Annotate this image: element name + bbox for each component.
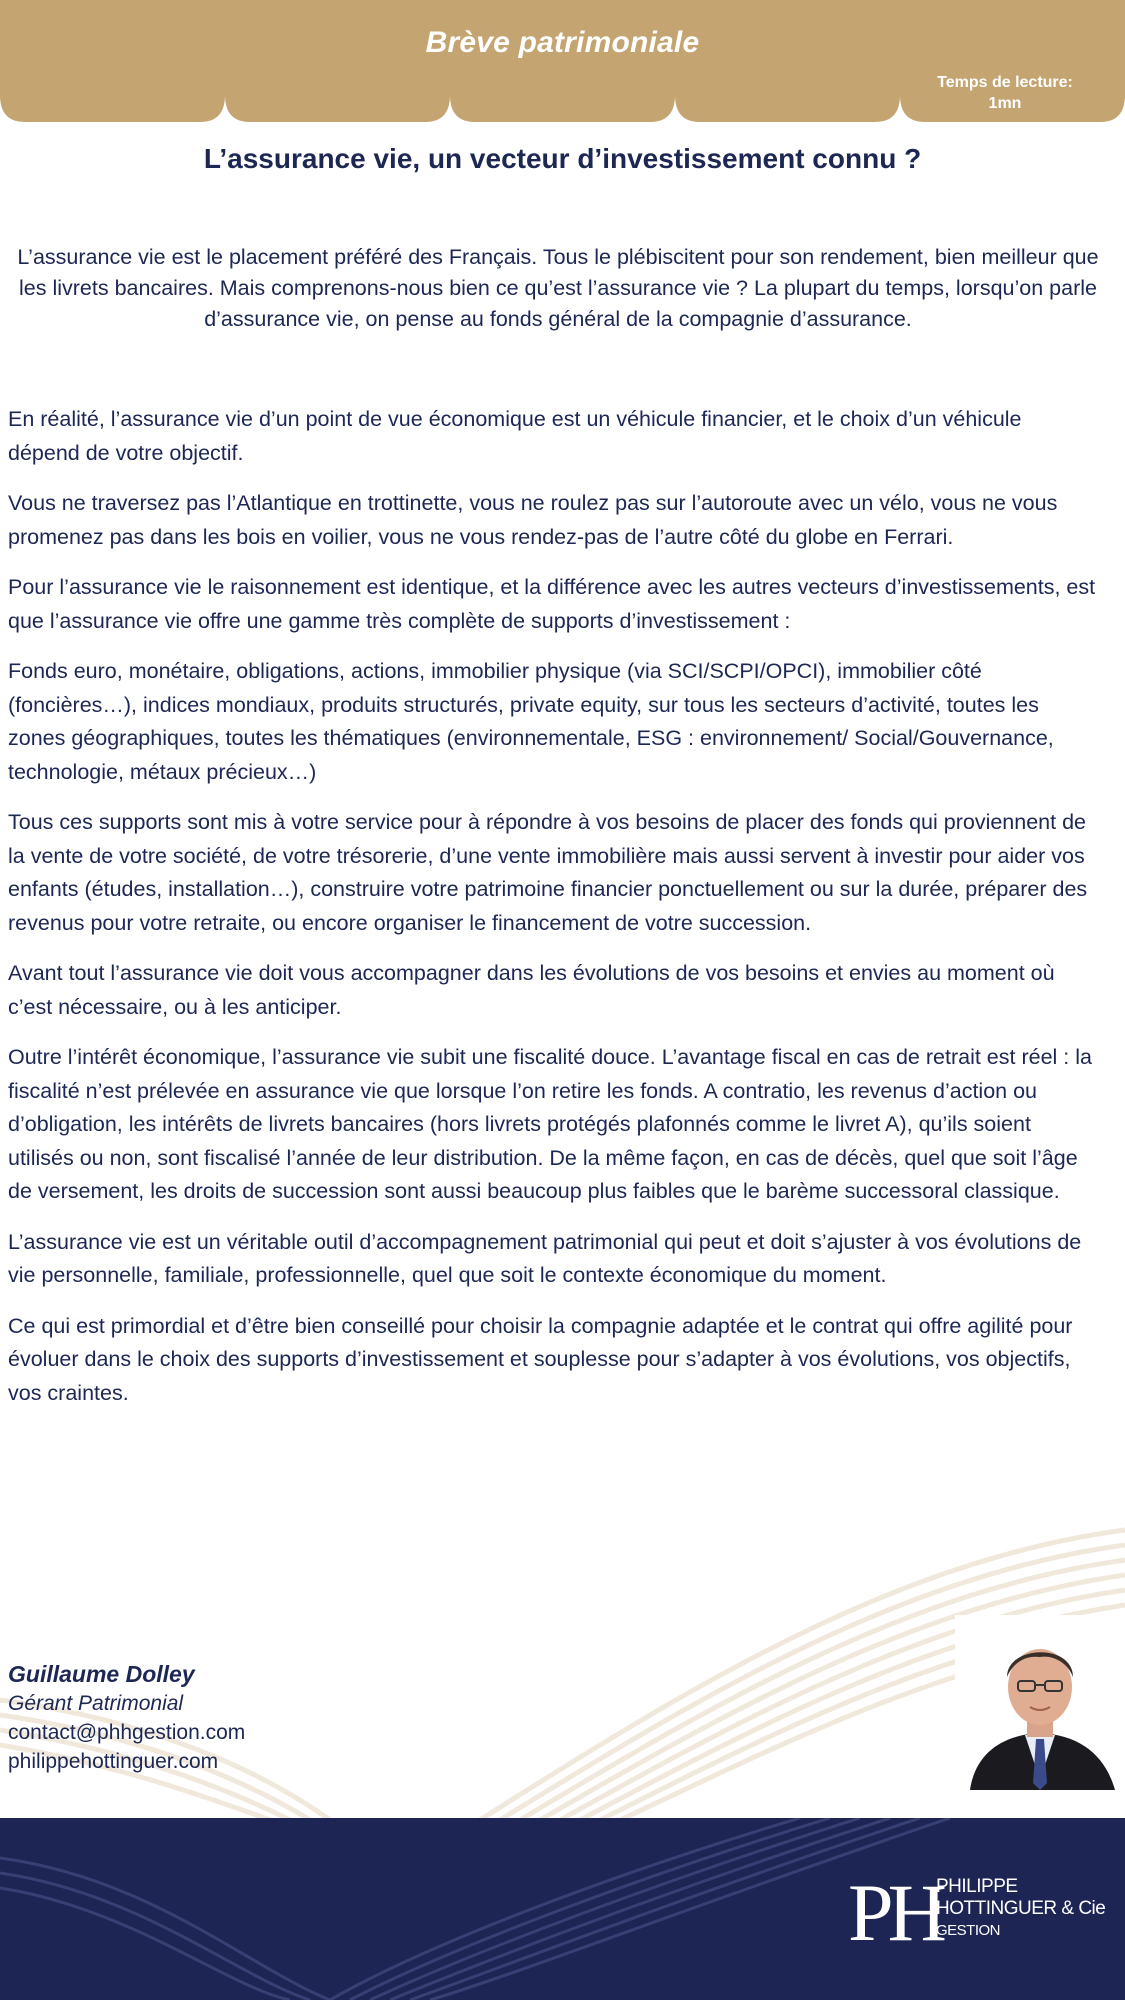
- author-role: Gérant Patrimonial: [8, 1692, 184, 1715]
- logo-line-3: GESTION: [936, 1922, 1001, 1939]
- reading-time-value: 1mn: [988, 95, 1022, 112]
- paragraph: En réalité, l’assurance vie d’un point de vue économique est un véhicule financier, et le choix d’un véhicule dépend de votre objectif.: [8, 407, 1022, 465]
- paragraph: Vous ne traversez pas l’Atlantique en trottinette, vous ne roulez pas sur l’autoroute avec un vélo, vous ne vous promenez pas dans les bois en voilier, vous ne vous rendez-pas de l’autre côté du globe en Ferrari.: [8, 491, 1058, 549]
- paragraph: Avant tout l’assurance vie doit vous accompagner dans les évolutions de vos besoins et envies au moment où c’est nécessaire, ou à les anticiper.: [8, 961, 1055, 1019]
- portrait-image: [955, 1615, 1125, 1790]
- article-intro: L’assurance vie est le placement préféré des Français. Tous le plébiscitent pour son rendement, bien meilleur que les livrets bancaires. Mais comprenons-nous bien ce qu’est l’assurance vie ? La plupart du temps, lorsqu’on parle d’assurance vie, on pense au fonds général de la compagnie d’assurance.: [17, 245, 1099, 331]
- header-band: [0, 0, 1125, 122]
- paragraph: Tous ces supports sont mis à votre service pour à répondre à vos besoins de placer des fonds qui proviennent de la vente de votre société, de votre trésorerie, d’une vente immobilière mais aussi servent à investir pour aider vos enfants (études, installation…), construire votre patrimoine financier ponctuellement ou sur la durée, préparer des revenus pour votre retraite, ou encore organiser le financement de votre succession.: [8, 810, 1088, 935]
- reading-time: [910, 72, 1100, 114]
- paragraph: Pour l’assurance vie le raisonnement est identique, et la différence avec les autres vecteurs d’investissements, est que l’assurance vie offre une gamme très complète de supports d’investissement :: [8, 575, 1096, 633]
- article-body: [8, 403, 1098, 1427]
- paragraph: Fonds euro, monétaire, obligations, actions, immobilier physique (via SCI/SCPI/OPCI), immobilier côté (foncières…), indices mondiaux, produits structurés, private equity, sur tous les secteurs d’activité, toutes les zones géographiques, toutes les thématiques (environnementale, ESG : environnement/ Social/Gouvernance, technologie, métaux précieux…): [8, 659, 1054, 784]
- header-title: Brève patrimoniale: [425, 26, 700, 59]
- paragraph: Outre l’intérêt économique, l’assurance vie subit une fiscalité douce. L’avantage fiscal en cas de retrait est réel : la fiscalité n’est prélevée en assurance vie que lorsque l’on retire les fonds. A contratio, les revenus d’action ou d’obligation, les intérêts de livrets bancaires (hors livrets protégés plafonnés comme le livret A), qu’ils soient utilisés ou non, sont fiscalisé l’année de leur distribution. De la même façon, en cas de décès, quel que soit l’âge de versement, les droits de succession sont aussi beaucoup plus faibles que le barème successoral classique.: [8, 1045, 1092, 1203]
- author-email-link[interactable]: contact@phhgestion.com: [8, 1721, 246, 1744]
- paragraph: Ce qui est primordial et d’être bien conseillé pour choisir la compagnie adaptée et le contrat qui offre agilité pour évoluer dans le choix des supports d’investissement et souplesse pour s’adapter à vos évolutions, vos objectifs, vos craintes.: [8, 1313, 1073, 1405]
- logo-line-2: HOTTINGUER & Cie: [936, 1898, 1106, 1919]
- author-name: Guillaume Dolley: [8, 1661, 195, 1687]
- article-title: L’assurance vie, un vecteur d’investissement connu ?: [203, 143, 922, 174]
- author-block: [8, 1660, 508, 1776]
- author-photo: [955, 1615, 1125, 1790]
- company-logo-mark: PH: [848, 1867, 941, 1958]
- company-logo-text: [936, 1876, 1105, 1942]
- logo-line-1: PHILIPPE: [936, 1876, 1018, 1897]
- author-website-link[interactable]: philippehottinguer.com: [8, 1750, 219, 1773]
- reading-time-label: Temps de lecture:: [937, 74, 1073, 91]
- paragraph: L’assurance vie est un véritable outil d’accompagnement patrimonial qui peut et doit s’ajuster à vos évolutions de vie personnelle, familiale, professionnelle, quel que soit le contexte économique du moment.: [8, 1229, 1082, 1287]
